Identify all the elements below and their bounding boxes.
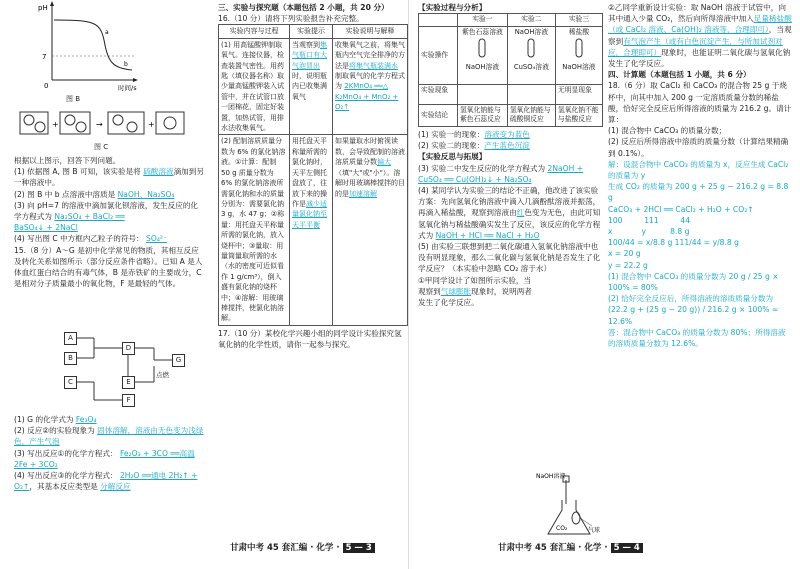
solution-line-1: 解：设混合物中 CaCO₃ 的质量为 x，反应生成 CaCl₂ 的质量为 y <box>608 159 789 181</box>
node-f: F <box>122 394 135 407</box>
col-exp-3: 实验三 <box>555 14 602 27</box>
question-18-2: (2) 反应后所得溶液中溶质的质量分数（计算结果精确到 0.1%）。 <box>608 137 789 158</box>
time-axis-label: 时间/s <box>118 84 137 92</box>
figure-c-caption: 图 C <box>94 143 109 151</box>
question-17-5-2: ②乙同学重新设计实验：取 NaOH 溶液于试管中，向其中通入少量 CO₂，然后向所得溶液中加入足量稀盐酸（或 CaCl₂ 溶液、Ca(OH)₂ 溶液等，合理即可），当观察到有气泡产生（或有白色沉淀产生，与所加试剂对应，合理即可）现象时，也能证明二氧化碳与氢氧化钠发生了化学反应。 <box>608 3 792 69</box>
svg-text:→: → <box>96 120 103 129</box>
reaction-diagram <box>64 330 204 410</box>
section-3-title: 三、实验与探究题（本题包括 2 小题，共 20 分） <box>218 3 389 12</box>
exp3-conclusion: 氢氧化钠不能与盐酸反应 <box>555 104 602 126</box>
question-15-3: (3) 写出反应①的化学方程式： Fe₂O₃ + 3CO ══高温 2Fe + 3CO₂ <box>14 448 195 469</box>
footer-right: 甘肃中考 45 套汇编 · 化学 · 5 — 4 <box>498 541 643 553</box>
node-e: E <box>122 376 135 389</box>
page-number-right: 5 — 4 <box>611 543 643 553</box>
section-4-title: 四、计算题（本题包括 1 小题，共 6 分） <box>608 70 751 80</box>
svg-text:b: b <box>124 61 128 68</box>
question-15-4: (4) 写出反应③的化学方程式： 2H₂O ══通电 2H₂↑ + O₂↑，其基本反应类型是 分解反应 <box>14 471 198 492</box>
solution-line-4: 100 111 44 <box>608 215 691 225</box>
flask-balloon-figure <box>536 470 606 540</box>
exp1-conclusion: 氢氧化钠能与紫色石蕊反应 <box>458 104 508 126</box>
question-17-5-1: ①甲同学设计了如图所示实验，当观察到气球膨胀现象时，说明两者发生了化学反应。 <box>418 275 532 308</box>
question-16: 16.（10 分）请将下列实验报告补充完整。 <box>218 14 364 24</box>
solution <box>608 159 792 349</box>
solution-line-9: (1) 混合物中 CaCO₃ 的质量分数为 20 g / 25 g × 100% = 80% <box>608 271 779 293</box>
ph-0-label: 0 <box>44 82 49 90</box>
node-c: C <box>64 376 77 389</box>
question-17-1: (1) 实验一的现象：溶液变为蓝色 <box>418 129 530 139</box>
column-3 <box>418 0 603 534</box>
balloon-label: 气球 <box>588 527 601 534</box>
exp2-conclusion: 氢氧化钠能与硫酸铜反应 <box>507 104 555 126</box>
table-header-content: 实验内容与过程 <box>219 25 290 38</box>
question-14-4: (4) 写出图 C 中方框内乙粒子的符号： SO₄²⁻ <box>14 234 167 244</box>
solution-line-6: 100/44 = x/8.8 g 111/44 = y/8.8 g <box>608 238 739 248</box>
solution-line-7: x = 20 g <box>608 249 641 259</box>
experiment-report-table <box>218 24 408 325</box>
ignite-label: 点燃 <box>156 371 169 379</box>
ph-7-label: 7 <box>42 53 47 61</box>
svg-text:+: + <box>52 120 59 129</box>
question-17-3: (3) 实验二中发生反应的化学方程式为 2NaOH + CuSO₄ ══ Cu(OH)₂↓ + Na₂SO₄ <box>418 163 584 184</box>
footer-left: 甘肃中考 45 套汇编 · 化学 · 5 — 3 <box>230 541 375 553</box>
row-phenomenon-label: 实验现象 <box>419 84 458 104</box>
process-heading: 【实验过程与分析】 <box>418 3 487 12</box>
node-a: A <box>64 332 77 345</box>
row-conclusion-label: 实验结论 <box>419 104 458 126</box>
svg-text:a: a <box>105 29 109 36</box>
col-exp-2: 实验二 <box>507 14 555 27</box>
exp1-phenomenon <box>458 84 508 104</box>
reflection-heading: 【实验反思与拓展】 <box>418 152 487 162</box>
page-number-left: 5 — 3 <box>343 543 375 553</box>
naoh-label: NaOH溶液 <box>536 473 566 480</box>
question-15: 15.（8 分）A～G 是初中化学常见的物质，其相互反应及转化关系如图所示（部分反应条件省略）。已知 A 是人体血红蛋白结合的有毒气体，B 是赤铁矿的主要成分，C 是相对分子质量最小的氧化物，F 是最轻的气体。 <box>14 245 203 289</box>
node-g: G <box>172 354 185 367</box>
question-15-1: (1) G 的化学式为 Fe₃O₄ <box>14 415 97 424</box>
question-15-2: (2) 反应②的实验现象为 固体溶解，溶液由无色变为浅绿色，产生气泡 <box>14 426 204 447</box>
question-14-1: (1) 依据图 A, 图 B 可知，该实验是将 硫酸溶液滴加到另一种溶液中。 <box>14 167 204 188</box>
question-17-5: (5) 由实验三联想到把二氧化碳通入氢氧化钠溶液中也没有明显现象，那么二氧化碳与氢氧化钠是否发生了化学反应？（本实验中忽略 CO₂ 溶于水） <box>418 242 601 274</box>
node-b: B <box>64 352 77 365</box>
solution-line-3: CaCO₃ + 2HCl ══ CaCl₂ + H₂O + CO₂↑ <box>608 204 754 214</box>
col-exp-1: 实验一 <box>458 14 508 27</box>
question-17-4: (4) 某同学认为实验三的结论不正确，他改进了该实验方案：先向氢氧化钠溶液中滴入几滴酚酞溶液并振荡，再滴入稀盐酸，观察到溶液由红色变为无色，由此可知氢氧化钠与稀盐酸确实发生了反应，该反应的化学方程式为 NaOH + HCl ══ NaCl + H₂O <box>418 186 601 240</box>
co2-label: CO₂ <box>556 525 568 532</box>
solution-line-8: y = 22.2 g <box>608 260 648 270</box>
question-18: 18.（6 分）取 CaCl₂ 和 CaCO₃ 的混合物 25 g 于烧杯中，向其中加入 200 g 一定溶质质量分数的稀盐酸，恰好完全反应后所得溶液的质量为 216.2 g。请计算： <box>608 81 792 125</box>
question-17: 17.（10 分）某校化学兴趣小组的同学设计实验探究氢氧化钠的化学性质，请你一起参与探究。 <box>218 328 402 349</box>
exp2-operation: NaOH溶液 CuSO₄溶液 <box>507 26 555 84</box>
column-2 <box>218 0 408 350</box>
row2-explain: 如果量取水时俯视读数，会导致配制的溶液溶质质量分数偏大（填"大"或"小"）。溶解时用玻璃棒搅拌的目的是加速溶解 <box>333 135 408 325</box>
svg-text:+: + <box>148 120 155 129</box>
solution-line-2: 生成 CO₂ 的质量为 200 g + 25 g − 216.2 g = 8.8 g <box>608 182 789 203</box>
solution-line-10: (2) 恰好完全反应后，所得溶液的溶质质量分数为 (22.2 g + (25 g − 20 g)) / 216.2 g × 100% ≈ 12.6% <box>608 294 779 326</box>
question-14-2: (2) 图 B 中 b 点溶液中溶质是 NaOH、Na₂SO₄ <box>14 189 175 199</box>
solution-line-5: x y 8.8 g <box>608 227 690 237</box>
read-prompt: 根据以上图示，回答下列问题。 <box>14 156 121 165</box>
row2-content: (2) 配制溶质质量分数为 6% 的氯化钠溶液。①计算：配制 50 g 质量分数为 6% 的氯化钠溶液所需氯化钠和水的质量分别为：需要氯化钠 3 g，水 47 g；②称量：用托盘天平称量所需的氯化钠，放入烧杯中；③量取：用量筒量取所需的水（水的密度可近似看作 1 g/cm³），倒入盛有氯化钠的烧杯中；④溶解：用玻璃棒搅拌，使氯化钠溶解。 <box>219 135 290 325</box>
exp2-phenomenon <box>507 84 555 104</box>
table-header-hint: 实验提示 <box>290 25 333 38</box>
figure-b-ph-curve <box>34 0 144 92</box>
ph-axis-label: pH <box>38 4 48 12</box>
question-14-3: (3) 向 pH=7 的溶液中滴加氯化钡溶液，发生反应的化学方程式为 Na₂SO₄ + BaCl₂ ══ BaSO₄↓ + 2NaCl <box>14 200 199 233</box>
exp3-operation: 稀盐酸 NaOH溶液 <box>555 26 602 84</box>
experiment-table <box>418 13 603 127</box>
question-18-1: (1) 混合物中 CaCO₃ 的质量分数； <box>608 126 727 136</box>
figure-b-caption: 图 B <box>66 95 81 103</box>
row1-explain: 收集氧气之前，将集气瓶内空气完全排净的方法是将集气瓶装满水 制取氧气的化学方程式为 2KMnO₄ ══△ K₂MnO₄ + MnO₂ + O₂↑ <box>333 38 408 135</box>
row2-hint: 用托盘天平称量所需的氯化钠时，天平左侧托盘放了，往放下来的操作是减少适量氯化钠至天平平衡 <box>290 135 333 325</box>
row1-content: (1) 用高锰酸钾制取氧气。连接仪器，检查装置气密性。用药匙（填仪器名称）取少量高锰酸钾装入试管中，并在试管口放一团棉花，固定好装置，加热试管，用排水法收集氧气。 <box>219 38 290 135</box>
question-17-2: (2) 实验二的现象：产生蓝色沉淀 <box>418 141 530 151</box>
table-header-explain: 实验说明与解释 <box>333 25 408 38</box>
node-d: D <box>122 342 135 355</box>
exp1-operation: 紫色石蕊溶液 NaOH溶液 <box>458 26 508 84</box>
solution-line-11: 答：混合物中 CaCO₃ 的质量分数为 80%；所得溶液的溶质质量分数为 12.6%。 <box>608 327 786 349</box>
column-4 <box>608 0 792 349</box>
row1-hint: 当观察到集气瓶口有大气泡冒出时，说明瓶内已收集满氧气 <box>290 38 333 135</box>
exp3-phenomenon: 无明显现象 <box>555 84 602 104</box>
figure-c-particles <box>18 108 188 140</box>
page-divider <box>408 0 409 569</box>
row-operation-label: 实验操作 <box>419 26 458 84</box>
